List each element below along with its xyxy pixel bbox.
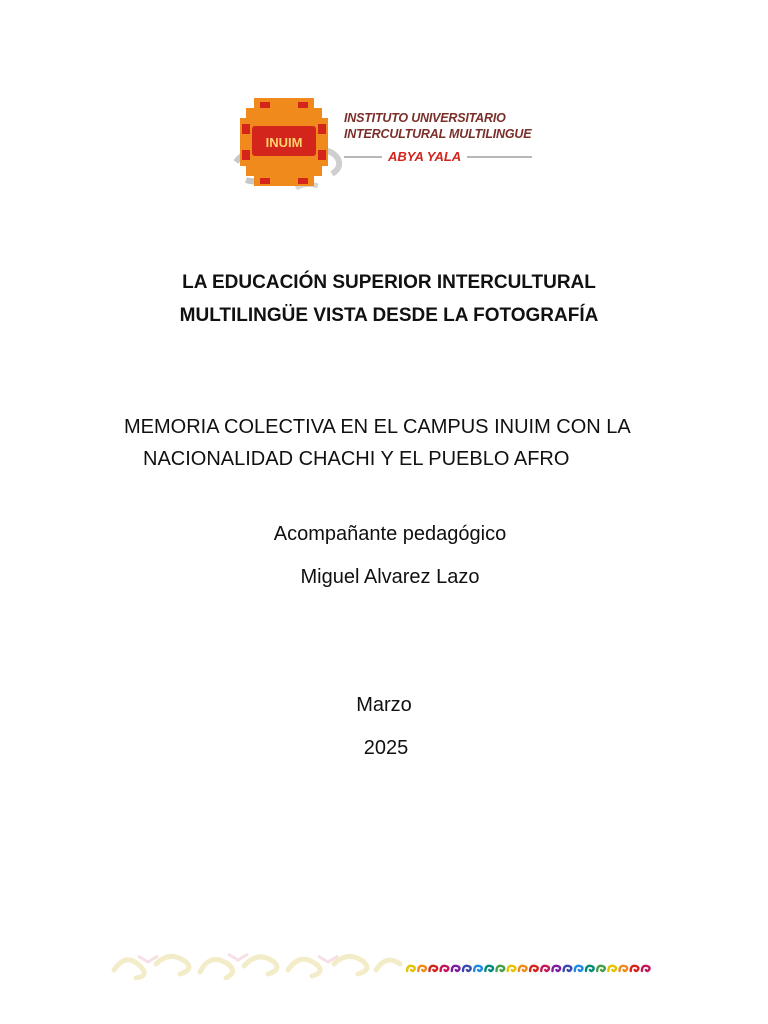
band-spiral-motif bbox=[564, 966, 572, 971]
band-spiral-motif bbox=[407, 966, 415, 971]
advisor-name: Miguel Alvarez Lazo bbox=[300, 566, 480, 588]
band-spiral-motif bbox=[552, 966, 560, 971]
inuim-logo bbox=[232, 92, 532, 196]
band-spiral-motif bbox=[519, 966, 527, 971]
logo-tagline-row bbox=[344, 147, 532, 167]
document-title bbox=[84, 266, 694, 332]
band-spiral-motif bbox=[452, 966, 460, 971]
logo-tagline: ABYA YALA bbox=[382, 147, 467, 167]
band-spiral-motif bbox=[429, 966, 437, 971]
band-spiral-motif bbox=[497, 966, 505, 971]
inuim-emblem-icon bbox=[232, 92, 342, 196]
band-spiral-motif bbox=[441, 966, 449, 971]
band-spiral-motif bbox=[586, 966, 594, 971]
band-spiral-motif bbox=[463, 966, 471, 971]
subtitle-line-2: NACIONALIDAD CHACHI Y EL PUEBLO AFRO bbox=[143, 448, 570, 470]
band-spiral-motif bbox=[541, 966, 549, 971]
band-spiral-motif bbox=[418, 966, 426, 971]
band-spiral-motif bbox=[508, 966, 516, 971]
band-spiral-motif bbox=[631, 966, 639, 971]
footer-watermark-pattern bbox=[108, 944, 408, 980]
subtitle-line-1: MEMORIA COLECTIVA EN EL CAMPUS INUIM CON LA bbox=[124, 416, 631, 438]
band-spiral-motif bbox=[642, 966, 650, 971]
logo-line-2: INTERCULTURAL MULTILINGUE bbox=[344, 127, 532, 141]
band-spiral-motif bbox=[597, 966, 605, 971]
footer-color-band bbox=[406, 962, 652, 976]
date-month: Marzo bbox=[356, 694, 412, 716]
band-spiral-motif bbox=[620, 966, 628, 971]
advisor-role: Acompañante pedagógico bbox=[273, 523, 507, 545]
emblem-label: INUIM bbox=[265, 135, 303, 150]
band-spiral-motif bbox=[530, 966, 538, 971]
document-subtitle bbox=[124, 411, 724, 475]
title-line-2: MULTILINGÜE VISTA DESDE LA FOTOGRAFÍA bbox=[179, 305, 599, 326]
band-spiral-motif bbox=[474, 966, 482, 971]
band-spiral-motif bbox=[575, 966, 583, 971]
date-year: 2025 bbox=[363, 737, 409, 759]
band-spiral-motif bbox=[608, 966, 616, 971]
band-spiral-motif bbox=[485, 966, 493, 971]
logo-line-1: INSTITUTO UNIVERSITARIO bbox=[344, 111, 506, 125]
title-line-1: LA EDUCACIÓN SUPERIOR INTERCULTURAL bbox=[182, 272, 596, 293]
logo-text-block bbox=[344, 110, 532, 167]
